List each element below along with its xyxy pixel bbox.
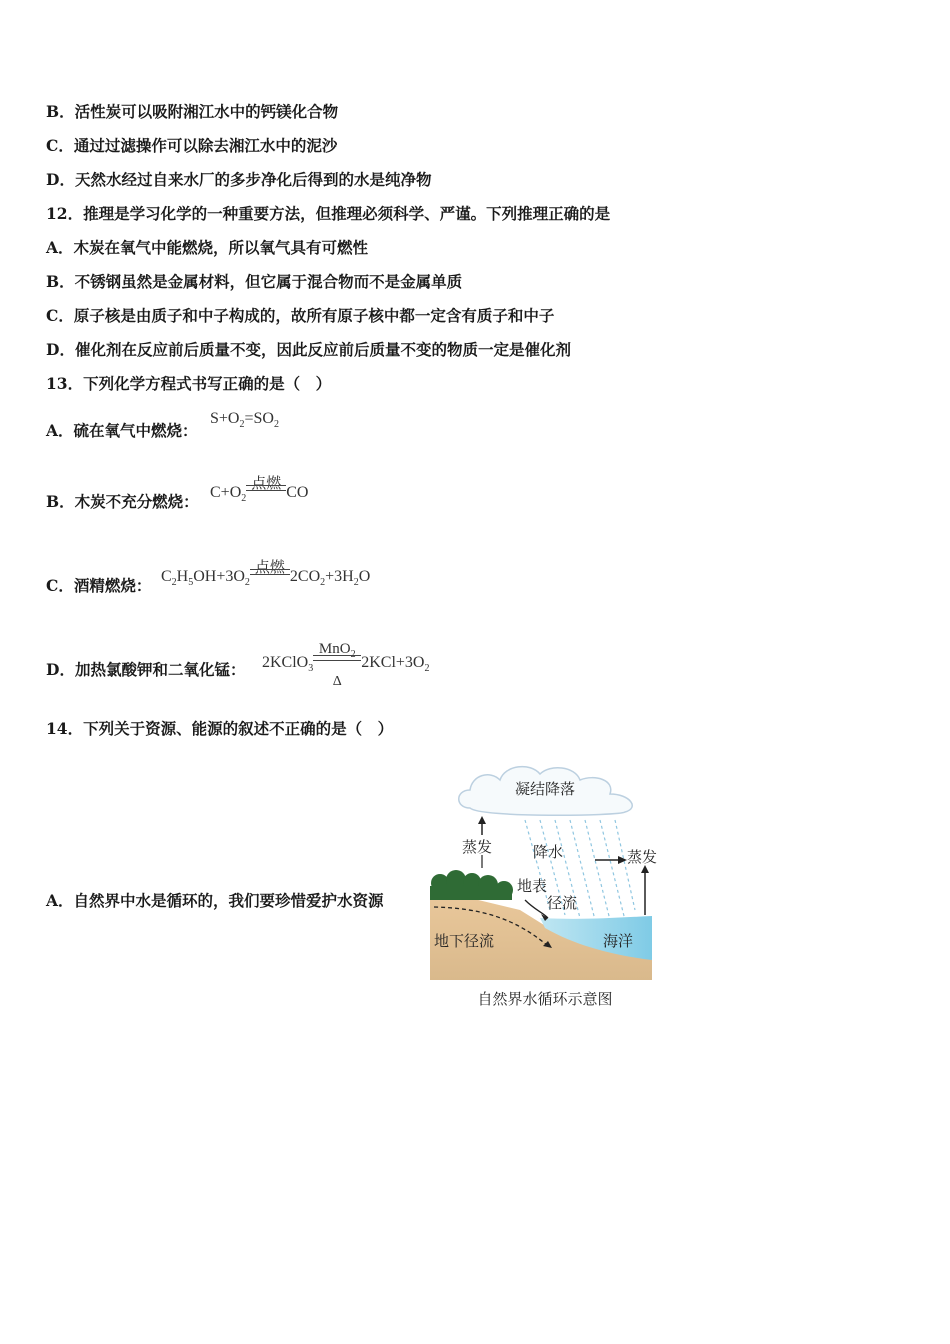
q13-option-d-label: D．加热氯酸钾和二氧化锰： <box>46 660 246 679</box>
evaporation-right-label: 蒸发 <box>627 848 658 866</box>
condition-ignite: 点燃 <box>251 474 282 492</box>
cloud-label: 凝结降落 <box>515 780 576 798</box>
q12-option-d: D．催化剂在反应前后质量不变，因此反应前后质量不变的物质一定是催化剂 <box>46 340 571 359</box>
surface-label-2: 径流 <box>547 894 578 912</box>
ocean-label: 海洋 <box>603 932 634 950</box>
q13-option-a-label: A．硫在氧气中燃烧： <box>46 421 198 440</box>
precipitation-label: 降水 <box>533 843 564 861</box>
q13-option-c-label: C．酒精燃烧： <box>46 576 152 595</box>
q12-option-c: C．原子核是由质子和中子构成的，故所有原子核中都一定含有质子和中子 <box>46 306 555 325</box>
q11-option-b: B．活性炭可以吸附湘江水中的钙镁化合物 <box>46 102 339 121</box>
water-cycle-figure <box>430 760 665 1010</box>
q14-stem: 14．下列关于资源、能源的叙述不正确的是（ ） <box>46 719 394 738</box>
q13-equation-d: 2KClO$_3$ MnO$_2$ Δ $2KCl+3O_2$ <box>262 641 430 689</box>
surface-label-1: 地表 <box>517 877 548 895</box>
water-cycle-diagram <box>430 760 665 990</box>
rain-lines <box>525 820 635 920</box>
figure-caption: 自然界水循环示意图 <box>477 990 613 1008</box>
q13-equation-c: $C_2H_5OH+3O_2$ 点燃 $2CO_2+3H_2O$ <box>161 558 371 588</box>
q12-option-b: B．不锈钢虽然是金属材料，但它属于混合物而不是金属单质 <box>46 272 463 291</box>
q11-option-d: D．天然水经过自来水厂的多步净化后得到的水是纯净物 <box>46 170 432 189</box>
q12-stem: 12．推理是学习化学的一种重要方法，但推理必须科学、严谨。下列推理正确的是 <box>46 204 611 223</box>
evaporation-left-label: 蒸发 <box>462 838 493 856</box>
condition-heat: Δ <box>332 674 342 689</box>
q13-option-b-label: B．木炭不充分燃烧： <box>46 492 199 511</box>
q13-equation-b: $C+O_2$ 点燃 CO <box>210 474 309 504</box>
condition-ignite: 点燃 <box>254 558 285 576</box>
tree-cluster <box>430 870 513 900</box>
q11-option-c: C．通过过滤操作可以除去湘江水中的泥沙 <box>46 136 338 155</box>
q13-equation-a: $S+O_2=SO_2$ <box>210 410 279 430</box>
q13-stem: 13．下列化学方程式书写正确的是（ ） <box>46 374 332 393</box>
q14-option-a: A．自然界中水是循环的，我们要珍惜爱护水资源 <box>46 891 384 910</box>
condition-catalyst: MnO$_2$ <box>318 641 356 660</box>
underground-label: 地下径流 <box>434 932 495 950</box>
q12-option-a: A．木炭在氧气中能燃烧，所以氧气具有可燃性 <box>46 238 369 257</box>
